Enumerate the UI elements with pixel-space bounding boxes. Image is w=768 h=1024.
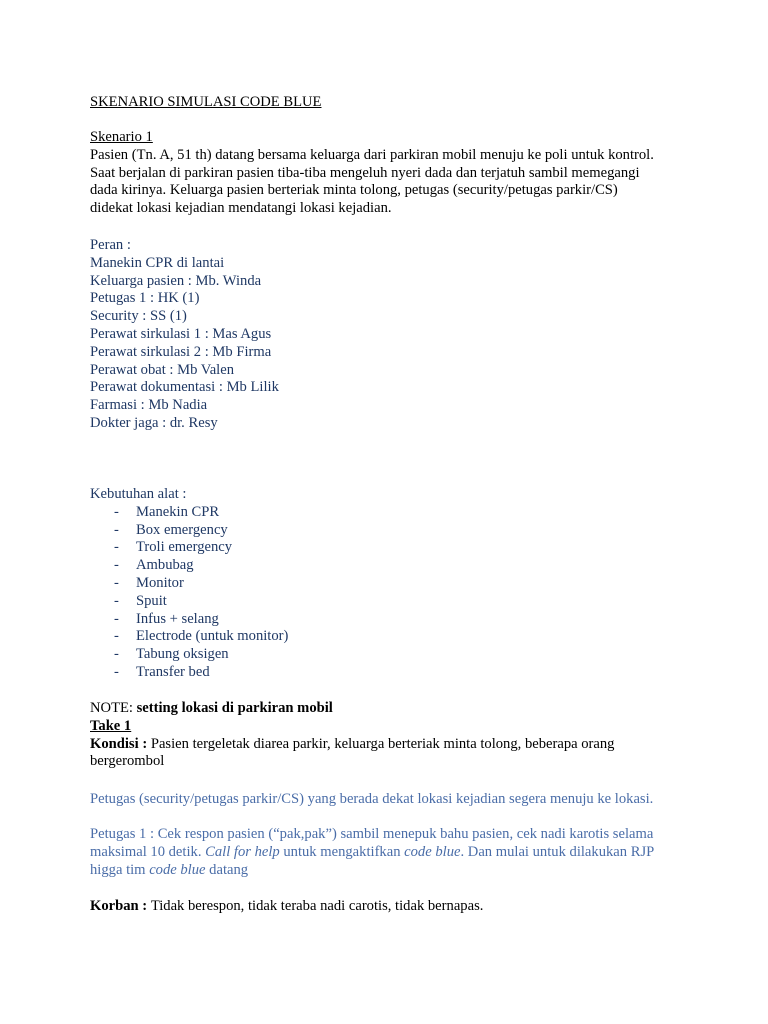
- role-item: Perawat obat : Mb Valen: [90, 361, 235, 378]
- korban-label: Korban :: [90, 898, 151, 914]
- petugas1-section: [90, 826, 690, 879]
- kondisi-text-cont: bergerombol: [90, 753, 165, 770]
- petugas1-italic: code blue: [149, 861, 206, 878]
- role-item: Manekin CPR di lantai: [90, 254, 225, 271]
- scenario-line: Saat berjalan di parkiran pasien tiba-tiba mengeluh nyeri dada dan terjatuh sambil memegangi: [90, 164, 640, 181]
- equipment-item: [90, 539, 690, 557]
- scenario-heading: Skenario 1: [90, 129, 153, 145]
- petugas-text: Petugas (security/petugas parkir/CS) yang berada dekat lokasi kejadian segera menuju ke lokasi.: [90, 791, 654, 807]
- petugas1-text: higga tim: [90, 861, 150, 878]
- equipment-section: [90, 486, 690, 682]
- roles-section: [90, 237, 690, 433]
- role-item: Dokter jaga : dr. Resy: [90, 414, 218, 431]
- kondisi-text: Pasien tergeletak diarea parkir, keluarga berteriak minta tolong, beberapa orang: [150, 735, 615, 752]
- note-text: setting lokasi di parkiran mobil: [136, 700, 333, 716]
- equipment-item-label: Ambubag: [136, 557, 194, 574]
- petugas1-line: Petugas 1 : Cek respon pasien (“pak,pak”) sambil menepuk bahu pasien, cek nadi karotis selama: [90, 826, 654, 842]
- list-dash: -: [114, 539, 119, 556]
- scenario-line: didekat lokasi kejadian mendatangi lokasi kejadian.: [90, 200, 392, 217]
- equipment-item-label: Electrode (untuk monitor): [136, 628, 289, 645]
- equipment-item-label: Troli emergency: [136, 539, 233, 556]
- role-item: Perawat dokumentasi : Mb Lilik: [90, 379, 279, 396]
- equipment-item: [90, 593, 690, 611]
- role-item: Petugas 1 : HK (1): [90, 290, 200, 307]
- equipment-item-label: Spuit: [136, 592, 167, 609]
- scenario-line: Pasien (Tn. A, 51 th) datang bersama keluarga dari parkiran mobil menuju ke poli untuk kontrol.: [90, 146, 654, 163]
- note-section: [90, 700, 690, 771]
- equipment-item-label: Monitor: [136, 574, 184, 591]
- note-label: NOTE:: [90, 700, 137, 716]
- petugas1-line: [90, 862, 690, 880]
- scenario-line: dada kirinya. Keluarga pasien berteriak minta tolong, petugas (security/petugas parkir/CS): [90, 182, 618, 199]
- equipment-item: [90, 611, 690, 629]
- petugas1-text: datang: [205, 861, 249, 878]
- list-dash: -: [114, 646, 119, 663]
- equipment-item: [90, 628, 690, 646]
- petugas1-italic: code blue: [404, 843, 461, 860]
- role-item: Perawat sirkulasi 2 : Mb Firma: [90, 343, 272, 360]
- equipment-item: [90, 522, 690, 540]
- list-dash: -: [114, 610, 119, 627]
- list-dash: -: [114, 503, 119, 520]
- korban-section: [90, 898, 690, 916]
- equipment-item: [90, 575, 690, 593]
- petugas1-line: [90, 844, 690, 862]
- equipment-item: [90, 646, 690, 664]
- list-dash: -: [114, 557, 119, 574]
- petugas1-text: . Dan mulai untuk dilakukan RJP: [460, 843, 655, 860]
- role-item: Farmasi : Mb Nadia: [90, 397, 208, 414]
- role-item: Keluarga pasien : Mb. Winda: [90, 272, 262, 289]
- list-dash: -: [114, 521, 119, 538]
- equipment-item: [90, 557, 690, 575]
- equipment-item-label: Infus + selang: [136, 610, 219, 627]
- equipment-item-label: Box emergency: [136, 521, 228, 538]
- document-title: [90, 94, 690, 112]
- petugas-section: [90, 791, 690, 809]
- korban-text: Tidak berespon, tidak teraba nadi carotis, tidak bernapas.: [150, 898, 484, 914]
- take-heading: Take 1: [90, 717, 132, 734]
- roles-heading: Peran :: [90, 237, 131, 253]
- petugas1-italic: Call for help: [205, 843, 280, 860]
- list-dash: -: [114, 663, 119, 680]
- equipment-item: [90, 504, 690, 522]
- list-dash: -: [114, 592, 119, 609]
- list-dash: -: [114, 574, 119, 591]
- role-item: Perawat sirkulasi 1 : Mas Agus: [90, 325, 272, 342]
- kondisi-label: Kondisi :: [90, 735, 151, 752]
- equipment-item: [90, 664, 690, 682]
- list-dash: -: [114, 628, 119, 645]
- petugas1-text: untuk mengaktifkan: [279, 843, 405, 860]
- equipment-item-label: Tabung oksigen: [136, 646, 229, 663]
- equipment-item-label: Transfer bed: [136, 663, 210, 680]
- equipment-list: [90, 504, 690, 682]
- role-item: Security : SS (1): [90, 308, 187, 325]
- scenario-section: [90, 129, 690, 218]
- equipment-heading: Kebutuhan alat :: [90, 486, 187, 502]
- equipment-item-label: Manekin CPR: [136, 503, 220, 520]
- title-text: SKENARIO SIMULASI CODE BLUE: [90, 94, 322, 110]
- petugas1-text: maksimal 10 detik.: [90, 843, 206, 860]
